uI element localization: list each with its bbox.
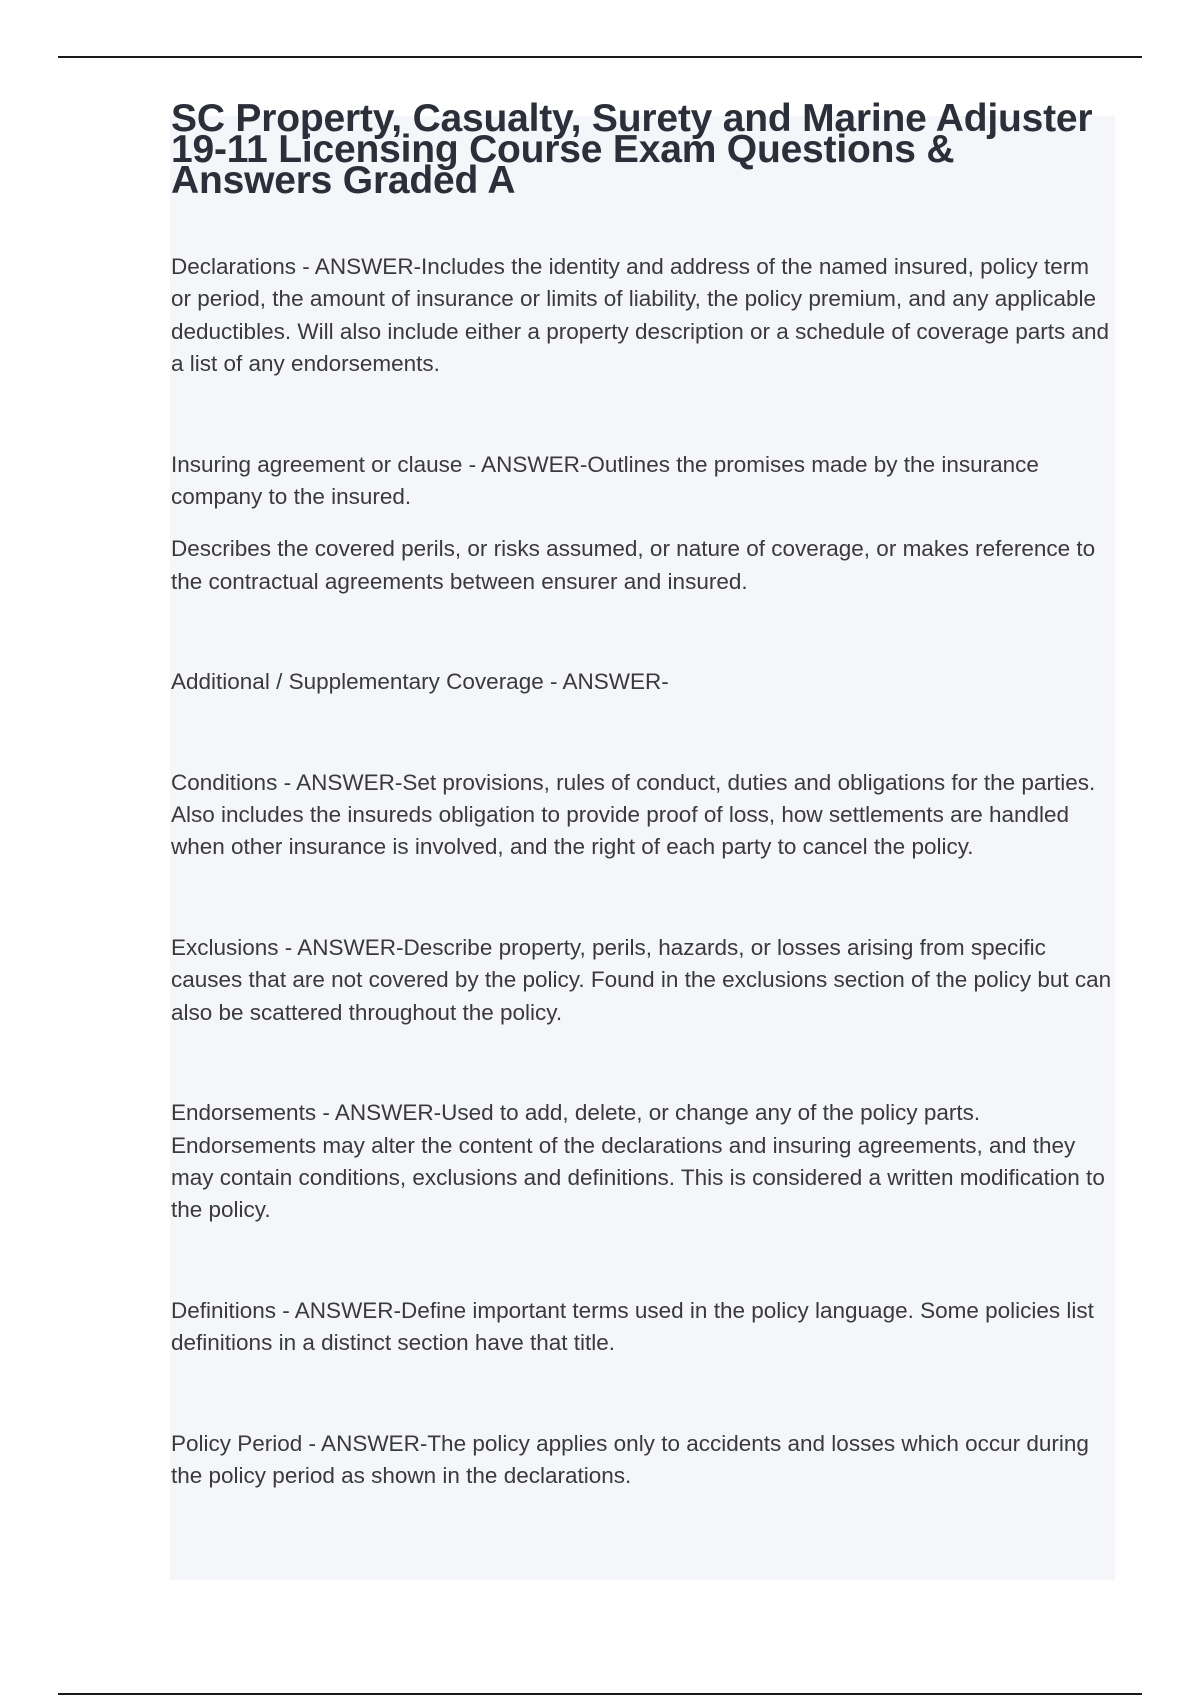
entry-policy-period: Policy Period - ANSWER-The policy applies only to accidents and losses which occur during the policy period as shown in the declarations. bbox=[171, 1430, 1089, 1488]
entry-exclusions: Exclusions - ANSWER-Describe property, perils, hazards, or losses arising from specific causes that are not covered by the policy. Found in the exclusions section of the policy but can also be scattered throughout the policy. bbox=[171, 934, 1112, 1025]
entry-conditions: Conditions - ANSWER-Set provisions, rules of conduct, duties and obligations for the parties. Also includes the insureds obligation to provide proof of loss, how settlements are handled when other insurance is involved, and the right of each party to cancel the policy. bbox=[171, 769, 1096, 860]
entry-declarations: Declarations - ANSWER-Includes the identity and address of the named insured, policy term or period, the amount of insurance or limits of liability, the policy premium, and any applicable deductibles. Will also include either a property description or a schedule of coverage parts and a list of any endorsements. bbox=[171, 254, 1110, 377]
document-title: SC Property, Casualty, Surety and Marine Adjuster 19-11 Licensing Course Exam Questions & Answers Graded A bbox=[171, 97, 1093, 202]
document-body bbox=[171, 97, 1115, 1492]
bottom-rule bbox=[58, 1693, 1142, 1695]
entry-insuring-agreement-detail: Describes the covered perils, or risks assumed, or nature of coverage, or makes reference to the contractual agreements between ensurer and insured. bbox=[171, 536, 1096, 594]
entry-definitions: Definitions - ANSWER-Define important terms used in the policy language. Some policies list definitions in a distinct section have that title. bbox=[171, 1297, 1094, 1356]
entry-additional-coverage: Additional / Supplementary Coverage - ANSWER- bbox=[171, 669, 669, 695]
top-rule bbox=[58, 56, 1142, 58]
entry-endorsements: Endorsements - ANSWER-Used to add, delete, or change any of the policy parts. Endorsements may alter the content of the declarations and insuring agreements, and they may contain conditions, exclusions and definitions. This is considered a written modification to the policy. bbox=[171, 1100, 1105, 1223]
entry-insuring-agreement: Insuring agreement or clause - ANSWER-Outlines the promises made by the insurance company to the insured. bbox=[171, 451, 1039, 510]
